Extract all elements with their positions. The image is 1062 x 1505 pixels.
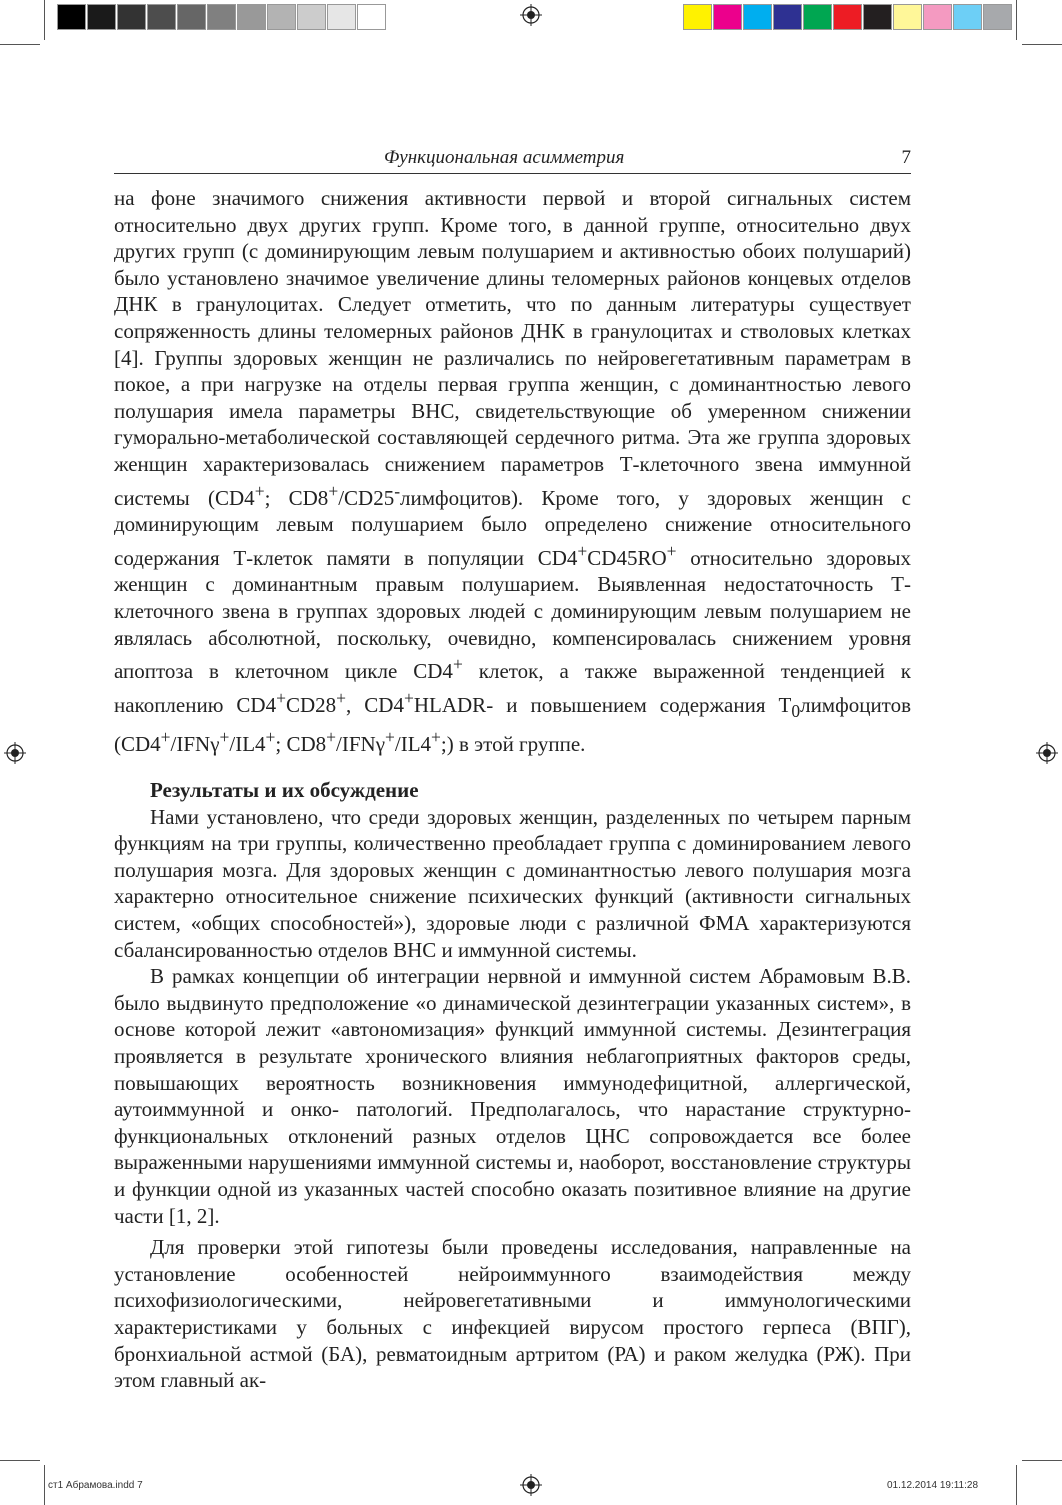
color-swatch (713, 4, 742, 30)
color-swatch (803, 4, 832, 30)
running-header (114, 147, 911, 174)
paragraph: Для проверки этой гипотезы были проведены исследования, направленные на установление особенностей нейроиммунного взаимодействия между психофизиологическими, нейровегетативными и иммунологическими характеристиками у больных с инфекцией вирусом простого герпеса (ВПГ), бронхиальной астмой (БА), ревматоидным артритом (РА) и раком желудка (РЖ). При этом главный ак- (114, 1235, 911, 1393)
color-swatch (893, 4, 922, 30)
crop-mark (44, 1465, 45, 1505)
color-swatch (87, 4, 116, 30)
crop-mark (1022, 1460, 1062, 1461)
color-swatch (327, 4, 356, 30)
color-swatch (57, 4, 86, 30)
color-swatch (683, 4, 712, 30)
running-header-title: Функциональная асимметрия (384, 147, 625, 168)
color-swatch (953, 4, 982, 30)
registration-mark-top-icon (520, 4, 542, 26)
color-swatch (147, 4, 176, 30)
color-swatch (267, 4, 296, 30)
color-swatch (833, 4, 862, 30)
color-swatch (923, 4, 952, 30)
grayscale-color-bar (57, 4, 387, 30)
crop-mark (1016, 0, 1017, 40)
cmyk-color-bar (683, 4, 1013, 30)
crop-mark (0, 1460, 40, 1461)
paragraph: В рамках концепции об интеграции нервной и иммунной систем Абрамовым В.В. было выдвинуто предположение «о динамической дезинтеграции указанных систем», в основе которой лежит «автономизация» функций иммунной системы. Дезинтеграция проявляется в результате хронического влияния неблагоприятных факторов среды, повышающих вероятность возникновения иммунодефицитной, аллергической, аутоиммунной и онко- патологий. Предполагалось, что нарастание структурно-функциональных отклонений разных отделов ЦНС сопровождается все более выраженными нарушениями иммунной системы и, наоборот, восстановление структуры и функции одной из указанных частей способно оказать позитивное влияние на другие части [1, 2]. (114, 964, 911, 1228)
slug-file-name: ст1 Абрамова.indd 7 (48, 1480, 143, 1491)
color-swatch (743, 4, 772, 30)
registration-mark-left-icon (4, 742, 26, 764)
color-swatch (177, 4, 206, 30)
crop-mark (44, 0, 45, 40)
color-swatch (983, 4, 1012, 30)
slug-timestamp: 01.12.2014 19:11:28 (887, 1480, 979, 1491)
crop-mark (1016, 1465, 1017, 1505)
color-swatch (357, 4, 386, 30)
color-swatch (117, 4, 146, 30)
color-swatch (773, 4, 802, 30)
paragraph: Нами установлено, что среди здоровых женщин, разделенных по четырем парным функциям на три группы, количественно преобладает группа с доминированием левого полушария мозга. Для здоровых женщин с доминантностью левого полушария мозга характерно относительное снижение психических функций (активности сигнальных систем, «общих способностей»), здоровые люди с различной ФМА характеризуются сбалансированностью отделов ВНС и иммунной системы. (114, 804, 911, 962)
color-swatch (297, 4, 326, 30)
page-body (114, 185, 911, 1394)
crop-mark (1022, 44, 1062, 45)
paragraph-continued: на фоне значимого снижения активности первой и второй сигнальных систем относительно двух других групп. Кроме того, в данной группе, относительно двух других групп (с доминирующим левым полушарием и активностью обоих полушарий) было установлено значимое увеличение длины теломерных районов концевых отделов ДНК в гранулоцитах. Следует отметить, что по данным литературы существует сопряженность длины теломерных районов ДНК в гранулоцитах и стволовых клетках [4]. Группы здоровых женщин не различались по нейровегетативным параметрам в покое, а при нагрузке на отделы первая группа женщин, с доминантностью левого полушария имела параметры ВНС, свидетельствующие об умеренном снижении гуморально-метаболической составляющей сердечного ритма. Эта же группа здоровых женщин характеризовалась снижением параметров Т-клеточного звена иммунной системы (CD4+; CD8+/CD25-лимфоцитов). Кроме того, у здоровых женщин с доминирующим левым полушарием было определено снижение относительного содержания Т-клеток памяти в популяции CD4+CD45RO+ относительно здоровых женщин с доминантным правым полушарием. Выявленная недостаточность Т-клеточного звена в группах здоровых людей с доминирующим левым полушарием не являлась абсолютной, поскольку, очевидно, компенсировалась снижением уровня апоптоза в клеточном цикле CD4+ клеток, а также выраженной тенденцией к накоплению CD4+CD28+, CD4+HLADR- и повышением содержания $T_0лимфоцитов$ (CD4+/IFNγ+/IL4+; CD8+/IFNγ+/IL4+;) в этой группе. (114, 186, 911, 757)
page-number: 7 (901, 147, 911, 168)
color-swatch (863, 4, 892, 30)
color-swatch (237, 4, 266, 30)
section-heading: Результаты и их обсуждение (150, 778, 419, 803)
color-swatch (207, 4, 236, 30)
crop-mark (0, 44, 40, 45)
registration-mark-bottom-icon (520, 1474, 542, 1496)
registration-mark-right-icon (1036, 742, 1058, 764)
